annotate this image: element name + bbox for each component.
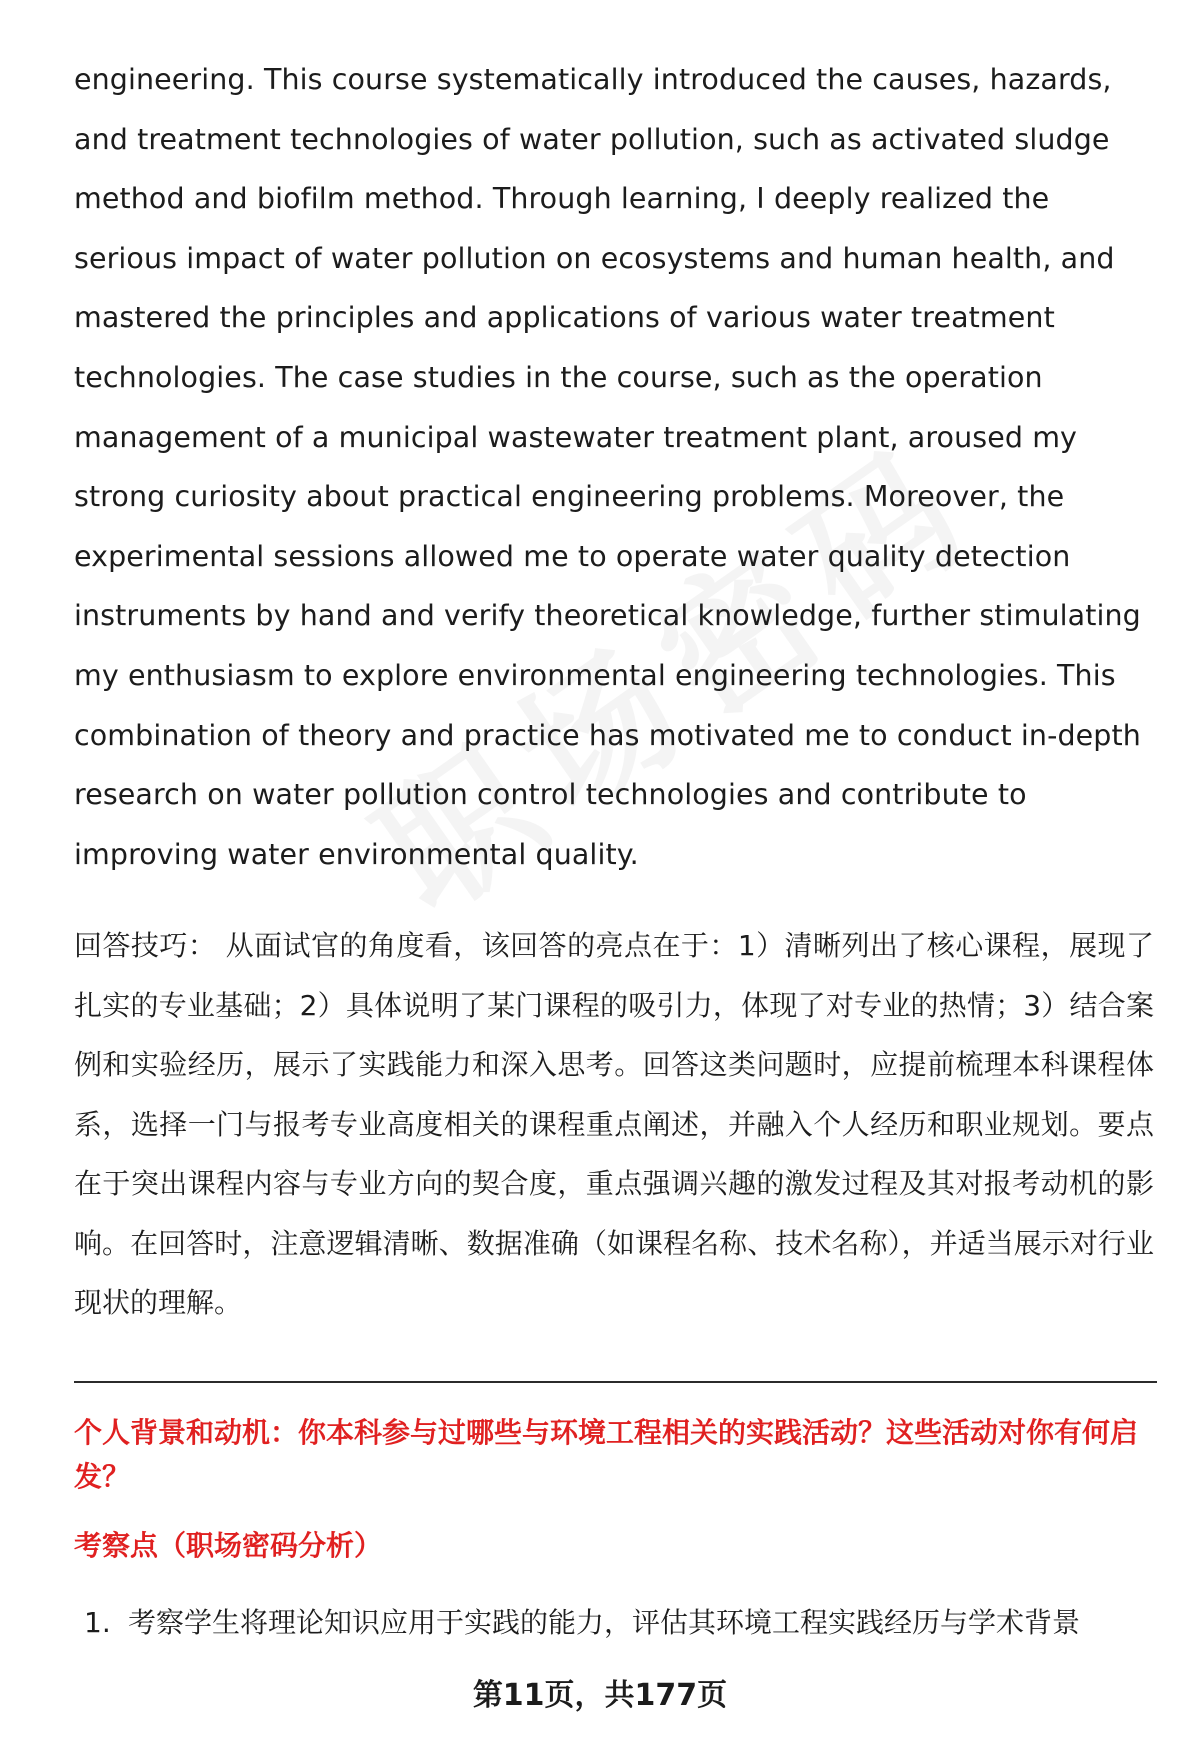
list-item (84, 1601, 1154, 1645)
page-number: 第11页，共177页 (472, 1678, 728, 1713)
list-item-number: 1. (84, 1606, 111, 1639)
list-item-text: 考察学生将理论知识应用于实践的能力，评估其环境工程实践经历与学术背景 (128, 1606, 1081, 1639)
question-heading: 个人背景和动机：你本科参与过哪些与环境工程相关的实践活动？这些活动对你有何启发？ (74, 1416, 1139, 1493)
section-divider (74, 1381, 1157, 1383)
answer-tips-paragraph (74, 916, 1154, 1333)
answer-tips-text: 从面试官的角度看，该回答的亮点在于：1）清晰列出了核心课程，展现了扎实的专业基础；2）具体说明了某门课程的吸引力，体现了对专业的热情；3）结合案例和实验经历，展示了实践能力和深入思考。回答这类问题时，应提前梳理本科课程体系，选择一门与报考专业高度相关的课程重点阐述，并融入个人经历和职业规划。要点在于突出课程内容与专业方向的契合度，重点强调兴趣的激发过程及其对报考动机的影响。在回答时，注意逻辑清晰、数据准确（如课程名称、技术名称），并适当展示对行业现状的理解。 (74, 929, 1154, 1319)
assessment-title: 考察点（职场密码分析） (74, 1529, 383, 1562)
answer-tips-label: 回答技巧： (74, 929, 217, 962)
continuation-paragraph: engineering. This course systematically introduced the causes, hazards, and treatment technologies of water pollution, such as activated sludge method and biofilm method. Through learning, I deeply realized the serious impact of water pollution on ecosystems and human health, and mastered the principles and applications of various water treatment technologies. The case studies in the course, such as the operation management of a municipal wastewater treatment plant, aroused my strong curiosity about practical engineering problems. Moreover, the experimental sessions allowed me to operate water quality detection instruments by hand and verify theoretical knowledge, further stimulating my enthusiasm to explore environmental engineering technologies. This combination of theory and practice has motivated me to conduct in-depth research on water pollution control technologies and contribute to improving water environmental quality. (74, 63, 1141, 871)
